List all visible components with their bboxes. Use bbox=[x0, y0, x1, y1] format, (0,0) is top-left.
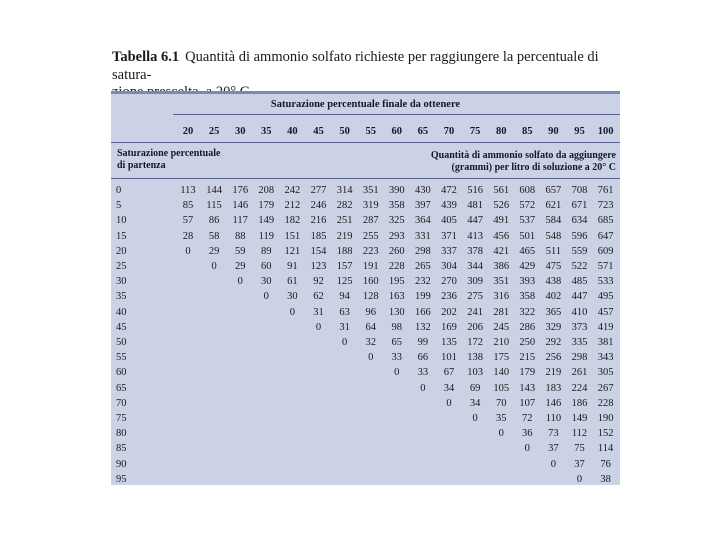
table-cell: 671 bbox=[571, 200, 588, 212]
saturation-table bbox=[111, 91, 620, 485]
table-cell: 157 bbox=[336, 261, 353, 272]
table-cell: 149 bbox=[571, 413, 588, 424]
table-row bbox=[111, 350, 620, 365]
table-row bbox=[111, 259, 620, 274]
table-cell: 190 bbox=[597, 413, 614, 424]
table-cell: 123 bbox=[310, 261, 327, 272]
table-cell: 66 bbox=[417, 352, 429, 364]
table-row bbox=[111, 441, 620, 456]
starting-saturation-label: 20 bbox=[116, 245, 127, 257]
table-cell: 495 bbox=[597, 291, 614, 303]
table-cell: 708 bbox=[571, 185, 588, 196]
table-cell: 72 bbox=[522, 413, 533, 424]
table-cell: 481 bbox=[467, 200, 483, 212]
table-row bbox=[111, 457, 620, 472]
table-cell: 309 bbox=[467, 276, 483, 288]
table-cell: 0 bbox=[368, 352, 374, 364]
table-cell: 33 bbox=[391, 352, 403, 364]
table-cell: 0 bbox=[211, 261, 217, 272]
table-cell: 70 bbox=[495, 397, 507, 409]
table-row bbox=[111, 426, 620, 441]
starting-saturation-label: 45 bbox=[116, 321, 127, 333]
table-cell: 37 bbox=[548, 443, 559, 455]
table-cell: 256 bbox=[545, 352, 562, 364]
table-cell: 270 bbox=[441, 276, 457, 288]
table-cell: 314 bbox=[336, 185, 353, 196]
table-cell: 246 bbox=[310, 200, 327, 212]
table-row bbox=[111, 289, 620, 304]
table-cell: 0 bbox=[420, 382, 426, 394]
table-cell: 112 bbox=[571, 428, 588, 440]
table-cell: 344 bbox=[467, 261, 483, 272]
table-cell: 146 bbox=[232, 200, 249, 212]
table-cell: 69 bbox=[469, 382, 481, 394]
table-cell: 119 bbox=[258, 230, 274, 242]
table-cell: 63 bbox=[339, 306, 350, 318]
table-cell: 33 bbox=[417, 367, 429, 379]
table-cell: 405 bbox=[441, 215, 457, 227]
table-cell: 31 bbox=[339, 321, 350, 333]
column-header: 70 bbox=[443, 126, 455, 137]
caption-text-line1: Quantità di ammonio solfato richieste per raggiungere la percentuale di satura- bbox=[112, 49, 599, 83]
table-cell: 402 bbox=[545, 291, 562, 303]
table-cell: 516 bbox=[467, 185, 483, 196]
table-cell: 92 bbox=[313, 276, 324, 288]
table-row bbox=[111, 183, 620, 198]
table-row bbox=[111, 198, 620, 213]
table-cell: 351 bbox=[493, 276, 510, 288]
table-cell: 329 bbox=[545, 321, 562, 333]
table-cell: 73 bbox=[548, 428, 559, 440]
table-cell: 28 bbox=[182, 230, 194, 242]
table-cell: 293 bbox=[388, 230, 405, 242]
table-cell: 325 bbox=[388, 215, 405, 227]
column-header-divider bbox=[111, 142, 620, 143]
column-header: 50 bbox=[339, 126, 350, 137]
table-row bbox=[111, 472, 620, 487]
table-cell: 179 bbox=[519, 367, 536, 379]
table-cell: 110 bbox=[545, 413, 562, 424]
table-cell: 228 bbox=[597, 397, 614, 409]
table-row bbox=[111, 335, 620, 350]
table-cell: 371 bbox=[441, 230, 457, 242]
table-cell: 128 bbox=[362, 291, 379, 303]
table-cell: 30 bbox=[287, 291, 298, 303]
table-cell: 260 bbox=[388, 245, 405, 257]
table-cell: 475 bbox=[545, 261, 562, 272]
table-cell: 501 bbox=[519, 230, 536, 242]
table-cell: 0 bbox=[315, 321, 322, 333]
table-cell: 152 bbox=[597, 428, 614, 440]
table-cell: 99 bbox=[417, 337, 429, 348]
table-cell: 457 bbox=[597, 306, 614, 318]
table-cell: 381 bbox=[597, 337, 614, 348]
table-cell: 378 bbox=[467, 245, 483, 257]
table-cell: 275 bbox=[467, 291, 483, 303]
table-cell: 561 bbox=[493, 185, 510, 196]
table-cell: 439 bbox=[441, 200, 457, 212]
quantity-header-line2: (grammi) per litro di soluzione a 20° C bbox=[451, 162, 616, 173]
starting-saturation-label: 25 bbox=[116, 261, 127, 272]
table-cell: 107 bbox=[519, 397, 536, 409]
table-cell: 34 bbox=[443, 382, 455, 394]
table-cell: 60 bbox=[261, 261, 272, 272]
table-cell: 393 bbox=[519, 276, 536, 288]
starting-saturation-header-line1: Saturazione percentuale bbox=[117, 148, 221, 159]
table-cell: 114 bbox=[597, 443, 614, 455]
starting-saturation-label: 95 bbox=[116, 473, 127, 485]
column-header: 35 bbox=[261, 126, 272, 137]
table-row bbox=[111, 213, 620, 228]
table-cell: 176 bbox=[232, 185, 249, 196]
table-cell: 76 bbox=[600, 458, 611, 470]
table-cell: 430 bbox=[415, 185, 431, 196]
table-cell: 335 bbox=[571, 337, 588, 348]
column-header: 65 bbox=[417, 126, 429, 137]
table-cell: 609 bbox=[597, 245, 614, 257]
table-cell: 0 bbox=[394, 367, 400, 379]
table-cell: 456 bbox=[493, 230, 510, 242]
table-cell: 32 bbox=[365, 337, 376, 348]
column-header: 40 bbox=[287, 126, 298, 137]
table-cell: 160 bbox=[362, 276, 379, 288]
table-cell: 121 bbox=[284, 245, 301, 257]
table-cell: 135 bbox=[441, 337, 457, 348]
table-cell: 364 bbox=[415, 215, 431, 227]
starting-saturation-label: 50 bbox=[116, 337, 127, 348]
table-cell: 59 bbox=[234, 245, 246, 257]
table-cell: 447 bbox=[571, 291, 588, 303]
table-cell: 191 bbox=[362, 261, 379, 272]
table-cell: 223 bbox=[362, 245, 379, 257]
table-cell: 89 bbox=[261, 245, 272, 257]
table-cell: 113 bbox=[180, 185, 196, 196]
table-cell: 61 bbox=[287, 276, 298, 288]
table-cell: 331 bbox=[415, 230, 431, 242]
table-cell: 144 bbox=[206, 185, 222, 196]
table-cell: 242 bbox=[284, 185, 301, 196]
column-header: 90 bbox=[548, 126, 559, 137]
table-cell: 188 bbox=[336, 245, 353, 257]
starting-saturation-label: 30 bbox=[116, 276, 127, 288]
column-header: 60 bbox=[391, 126, 403, 137]
table-cell: 572 bbox=[519, 200, 536, 212]
table-cell: 146 bbox=[545, 397, 562, 409]
table-cell: 117 bbox=[232, 215, 248, 227]
table-cell: 298 bbox=[415, 245, 431, 257]
starting-saturation-header-line2: di partenza bbox=[117, 160, 166, 171]
table-cell: 163 bbox=[388, 291, 405, 303]
table-cell: 0 bbox=[237, 276, 243, 288]
table-cell: 438 bbox=[545, 276, 562, 288]
table-cell: 533 bbox=[597, 276, 614, 288]
table-cell: 465 bbox=[519, 245, 536, 257]
table-cell: 115 bbox=[206, 200, 222, 212]
table-cell: 472 bbox=[441, 185, 457, 196]
table-cell: 537 bbox=[519, 215, 536, 227]
table-cell: 0 bbox=[341, 337, 348, 348]
table-cell: 182 bbox=[284, 215, 301, 227]
table-cell: 29 bbox=[234, 261, 246, 272]
table-cell: 35 bbox=[495, 413, 507, 424]
header-divider bbox=[173, 114, 620, 115]
table-cell: 0 bbox=[472, 413, 478, 424]
table-cell: 57 bbox=[182, 215, 194, 227]
table-cell: 282 bbox=[336, 200, 353, 212]
table-cell: 559 bbox=[571, 245, 588, 257]
table-cell: 526 bbox=[493, 200, 510, 212]
table-cell: 34 bbox=[469, 397, 481, 409]
table-cell: 224 bbox=[571, 382, 588, 394]
table-cell: 94 bbox=[339, 291, 350, 303]
table-cell: 413 bbox=[467, 230, 483, 242]
table-cell: 85 bbox=[182, 200, 194, 212]
table-cell: 261 bbox=[571, 367, 588, 379]
table-cell: 305 bbox=[597, 367, 614, 379]
table-cell: 634 bbox=[571, 215, 588, 227]
table-cell: 485 bbox=[571, 276, 588, 288]
table-row bbox=[111, 320, 620, 335]
table-cell: 419 bbox=[597, 321, 614, 333]
starting-saturation-label: 0 bbox=[116, 185, 122, 196]
table-cell: 265 bbox=[415, 261, 431, 272]
starting-saturation-label: 35 bbox=[116, 291, 127, 303]
table-cell: 584 bbox=[545, 215, 562, 227]
table-cell: 228 bbox=[388, 261, 405, 272]
table-row bbox=[111, 305, 620, 320]
table-cell: 685 bbox=[597, 215, 614, 227]
table-row bbox=[111, 396, 620, 411]
table-cell: 208 bbox=[258, 185, 275, 196]
starting-saturation-label: 10 bbox=[116, 215, 127, 227]
column-header: 30 bbox=[234, 126, 246, 137]
table-number: Tabella 6.1 bbox=[112, 49, 180, 65]
table-cell: 38 bbox=[600, 473, 611, 485]
table-cell: 88 bbox=[234, 230, 246, 242]
table-cell: 0 bbox=[524, 443, 530, 455]
table-cell: 0 bbox=[185, 245, 191, 257]
column-header: 55 bbox=[365, 126, 376, 137]
table-cell: 358 bbox=[519, 291, 536, 303]
table-cell: 105 bbox=[493, 382, 510, 394]
table-cell: 183 bbox=[545, 382, 562, 394]
table-cell: 421 bbox=[493, 245, 510, 257]
table-cell: 30 bbox=[261, 276, 272, 288]
table-cell: 0 bbox=[498, 428, 504, 440]
table-cell: 86 bbox=[208, 215, 220, 227]
table-cell: 98 bbox=[391, 321, 403, 333]
table-cell: 647 bbox=[597, 230, 614, 242]
table-cell: 175 bbox=[493, 352, 510, 364]
table-cell: 62 bbox=[313, 291, 324, 303]
table-cell: 37 bbox=[574, 458, 585, 470]
table-cell: 154 bbox=[310, 245, 327, 257]
table-cell: 0 bbox=[446, 397, 452, 409]
table-cell: 358 bbox=[388, 200, 405, 212]
quantity-header-line1: Quantità di ammonio solfato da aggiungere bbox=[430, 150, 616, 161]
column-header: 20 bbox=[182, 126, 194, 137]
table-cell: 286 bbox=[519, 321, 536, 333]
starting-saturation-label: 80 bbox=[116, 428, 127, 440]
table-cell: 125 bbox=[336, 276, 353, 288]
table-cell: 0 bbox=[263, 291, 269, 303]
table-cell: 58 bbox=[208, 230, 220, 242]
table-cell: 337 bbox=[441, 245, 457, 257]
table-cell: 166 bbox=[415, 306, 431, 318]
table-cell: 761 bbox=[597, 185, 614, 196]
table-cell: 410 bbox=[571, 306, 588, 318]
table-cell: 210 bbox=[493, 337, 510, 348]
table-cell: 169 bbox=[441, 321, 457, 333]
table-cell: 0 bbox=[576, 473, 583, 485]
column-header: 95 bbox=[574, 126, 585, 137]
table-cell: 172 bbox=[467, 337, 483, 348]
table-cell: 186 bbox=[571, 397, 588, 409]
table-cell: 199 bbox=[415, 291, 431, 303]
table-cell: 101 bbox=[441, 352, 457, 364]
table-cell: 219 bbox=[545, 367, 562, 379]
starting-saturation-label: 55 bbox=[116, 352, 127, 364]
table-cell: 179 bbox=[258, 200, 275, 212]
table-cell: 0 bbox=[550, 458, 557, 470]
table-cell: 621 bbox=[545, 200, 562, 212]
starting-saturation-header bbox=[117, 148, 257, 172]
starting-saturation-label: 60 bbox=[116, 367, 127, 379]
table-cell: 596 bbox=[571, 230, 588, 242]
table-cell: 185 bbox=[310, 230, 327, 242]
table-cell: 29 bbox=[208, 245, 220, 257]
column-header: 25 bbox=[208, 126, 220, 137]
column-header: 75 bbox=[469, 126, 481, 137]
table-cell: 36 bbox=[522, 428, 533, 440]
table-cell: 140 bbox=[493, 367, 510, 379]
table-cell: 132 bbox=[415, 321, 431, 333]
table-cell: 281 bbox=[493, 306, 510, 318]
table-cell: 365 bbox=[545, 306, 562, 318]
table-cell: 429 bbox=[519, 261, 536, 272]
table-cell: 447 bbox=[467, 215, 483, 227]
table-cell: 138 bbox=[467, 352, 483, 364]
table-cell: 206 bbox=[467, 321, 483, 333]
table-cell: 548 bbox=[545, 230, 562, 242]
table-cell: 316 bbox=[493, 291, 510, 303]
table-cell: 195 bbox=[388, 276, 405, 288]
table-cell: 215 bbox=[519, 352, 536, 364]
final-saturation-header: Saturazione percentuale finale da ottenere bbox=[270, 99, 461, 110]
table-row bbox=[111, 365, 620, 380]
table-cell: 75 bbox=[574, 443, 585, 455]
table-cell: 250 bbox=[519, 337, 536, 348]
table-cell: 236 bbox=[441, 291, 457, 303]
table-cell: 351 bbox=[362, 185, 379, 196]
starting-saturation-label: 40 bbox=[116, 306, 127, 318]
table-cell: 657 bbox=[545, 185, 562, 196]
column-header: 80 bbox=[495, 126, 507, 137]
table-cell: 511 bbox=[545, 245, 562, 257]
table-cell: 0 bbox=[289, 306, 296, 318]
table-cell: 571 bbox=[597, 261, 614, 272]
table-cell: 723 bbox=[597, 200, 614, 212]
table-cell: 397 bbox=[415, 200, 431, 212]
table-cell: 31 bbox=[313, 306, 324, 318]
table-cell: 232 bbox=[415, 276, 431, 288]
table-cell: 96 bbox=[365, 306, 376, 318]
table-cell: 386 bbox=[493, 261, 510, 272]
table-cell: 202 bbox=[441, 306, 457, 318]
starting-saturation-label: 90 bbox=[116, 458, 127, 470]
column-header: 100 bbox=[597, 126, 614, 137]
table-row bbox=[111, 229, 620, 244]
table-cell: 255 bbox=[362, 230, 379, 242]
body-divider bbox=[111, 178, 620, 179]
starting-saturation-label: 5 bbox=[116, 200, 122, 212]
table-cell: 245 bbox=[493, 321, 510, 333]
table-cell: 251 bbox=[336, 215, 353, 227]
table-cell: 298 bbox=[571, 352, 588, 364]
table-cell: 149 bbox=[258, 215, 275, 227]
table-cell: 322 bbox=[519, 306, 536, 318]
table-cell: 130 bbox=[388, 306, 405, 318]
table-cell: 151 bbox=[284, 230, 301, 242]
starting-saturation-label: 65 bbox=[116, 382, 127, 394]
table-cell: 390 bbox=[388, 185, 405, 196]
table-cell: 103 bbox=[467, 367, 483, 379]
table-row bbox=[111, 244, 620, 259]
starting-saturation-label: 85 bbox=[116, 443, 127, 455]
starting-saturation-label: 15 bbox=[116, 230, 127, 242]
table-row bbox=[111, 274, 620, 289]
table-cell: 373 bbox=[571, 321, 588, 333]
table-cell: 241 bbox=[467, 306, 483, 318]
table-cell: 304 bbox=[441, 261, 457, 272]
table-cell: 277 bbox=[310, 185, 327, 196]
table-cell: 143 bbox=[519, 382, 536, 394]
column-header: 85 bbox=[522, 126, 533, 137]
table-cell: 65 bbox=[391, 337, 403, 348]
table-cell: 287 bbox=[362, 215, 379, 227]
table-cell: 91 bbox=[287, 261, 298, 272]
starting-saturation-label: 70 bbox=[116, 397, 127, 409]
table-cell: 67 bbox=[443, 367, 455, 379]
table-cell: 343 bbox=[597, 352, 614, 364]
table-cell: 267 bbox=[597, 382, 614, 394]
quantity-header bbox=[396, 150, 616, 174]
table-cell: 216 bbox=[310, 215, 327, 227]
table-cell: 491 bbox=[493, 215, 510, 227]
table-row bbox=[111, 411, 620, 426]
table-cell: 64 bbox=[365, 321, 376, 333]
table-cell: 319 bbox=[362, 200, 379, 212]
table-cell: 522 bbox=[571, 261, 588, 272]
table-cell: 219 bbox=[336, 230, 353, 242]
starting-saturation-label: 75 bbox=[116, 413, 127, 424]
table-cell: 212 bbox=[284, 200, 301, 212]
table-cell: 292 bbox=[545, 337, 562, 348]
table-row bbox=[111, 381, 620, 396]
column-header: 45 bbox=[313, 126, 324, 137]
table-cell: 608 bbox=[519, 185, 536, 196]
